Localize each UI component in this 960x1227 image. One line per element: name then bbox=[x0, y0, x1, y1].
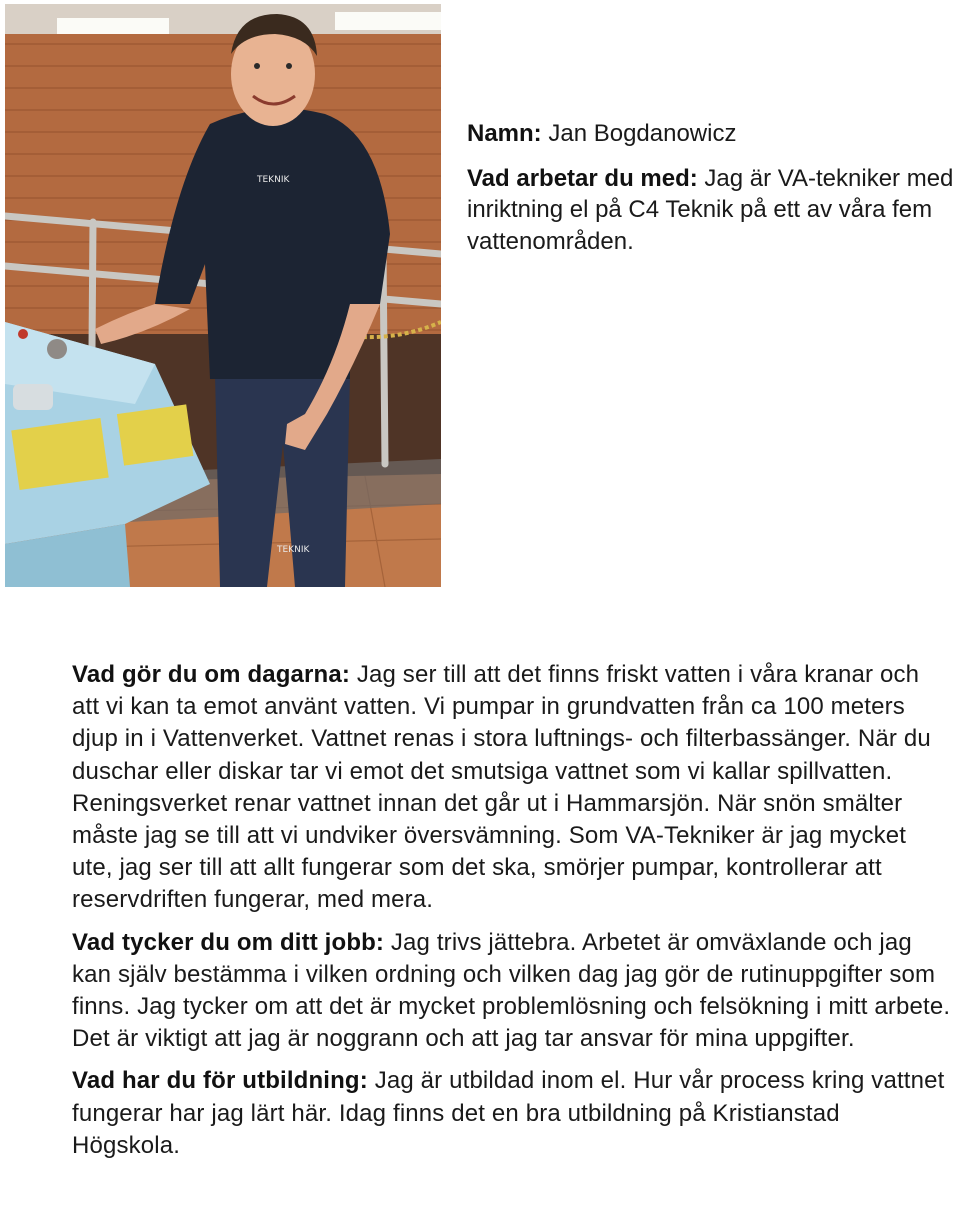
name-line bbox=[467, 118, 957, 150]
profile-photo-illustration bbox=[5, 4, 441, 587]
trouser-logo: TEKNIK bbox=[277, 545, 310, 555]
edu-label: Vad har du för utbildning: bbox=[72, 1067, 368, 1095]
ceiling-light-right bbox=[335, 12, 441, 30]
shirt-logo: TEKNIK bbox=[257, 175, 290, 185]
section-education bbox=[72, 1065, 952, 1162]
section-job bbox=[72, 927, 952, 1056]
panel-handle bbox=[13, 384, 53, 410]
section-days bbox=[72, 659, 952, 917]
days-label: Vad gör du om dagarna: bbox=[72, 661, 350, 688]
panel-knob bbox=[47, 339, 67, 359]
profile-intro bbox=[467, 118, 957, 270]
days-text: Jag ser till att det finns friskt vatten i våra kranar och att vi kan ta emot använt vatten. Vi pumpar in grundvatten från ca 100 meters djup in i Vattenverket. Vattnet renas i stora luftnings- och filterbassänger. När du duschar eller diskar tar vi emot det smutsiga vattnet som vi kallar spillvatten. Reningsverket renar vattnet innan det går ut i Hammarsjön. När snön smälter måste jag se till att vi undviker översvämning. Som VA-Tekniker är jag mycket ute, jag ser till att allt fungerar som det ska, smörjer pumpar, kontrollerar att reservdriften fungerar, med mera. bbox=[72, 661, 931, 914]
job-label: Vad tycker du om ditt jobb: bbox=[72, 928, 385, 956]
name-value: Jan Bogdanowicz bbox=[548, 120, 737, 147]
ceiling-light-left bbox=[57, 18, 169, 34]
label-plate-right bbox=[117, 404, 194, 465]
work-line bbox=[467, 163, 957, 258]
work-label: Vad arbetar du med: bbox=[467, 164, 698, 192]
profile-photo bbox=[5, 4, 441, 587]
interview-body bbox=[72, 659, 952, 1172]
edu-text: Jag är utbildad inom el. Hur vår process kring vattnet fungerar har jag lärt här. Idag finns det en bra utbildning på Kristianstad Högskola. bbox=[72, 1067, 945, 1159]
panel-indicator-light bbox=[18, 329, 28, 339]
job-text: Jag trivs jättebra. Arbetet är omväxlande och jag kan själv bestämma i vilken ordning och vilken dag jag gör de rutinuppgifter som finns. Jag tycker om att det är mycket problemlösning och felsökning i mitt arbete. Det är viktigt att jag är noggrann och att jag tar ansvar för mina uppgifter. bbox=[72, 928, 951, 1053]
name-label: Namn: bbox=[467, 120, 542, 147]
work-value: Jag är VA-tekniker med inriktning el på C4 Teknik på ett av våra fem vattenområden. bbox=[467, 164, 954, 255]
label-plate-left bbox=[11, 418, 108, 490]
